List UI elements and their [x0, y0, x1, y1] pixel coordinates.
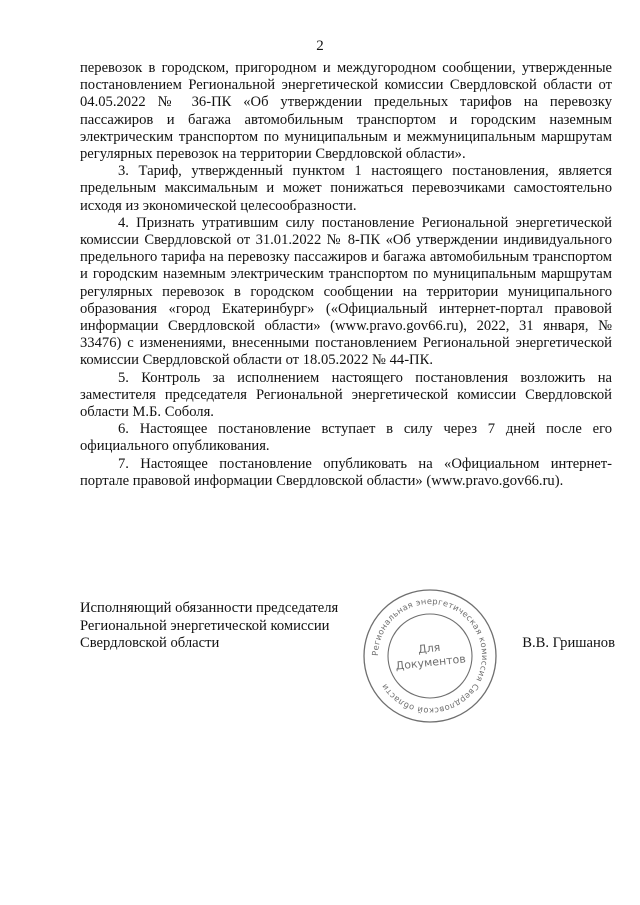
page-number: 2	[316, 38, 324, 54]
paragraph-continuation: перевозок в городском, пригородном и междугородном сообщении, утвержденные постановлением Региональной энергетической комиссии Свердловской области от 04.05.2022 № 36-ПК «Об утверждении предельных тарифов на перевозку пассажиров и багажа автомобильным транспортом и городским наземным электрическим транспортом по муниципальным и межмуниципальным маршрутам регулярных перевозок на территории Свердловской области».	[80, 60, 612, 163]
signer-title	[80, 600, 380, 653]
stamp-ring-text: Региональная энергетическая комиссия Свердловской области	[369, 595, 491, 717]
official-stamp	[360, 586, 500, 726]
signer-title-line: Исполняющий обязанности председателя	[80, 600, 339, 616]
stamp-center-text: Документов	[395, 652, 467, 673]
paragraph-6: 6. Настоящее постановление вступает в силу через 7 дней после его официального опубликования.	[80, 421, 612, 455]
stamp-center-text: Для	[417, 640, 441, 657]
signer-title-line: Региональной энергетической комиссии	[80, 617, 330, 634]
paragraph-4: 4. Признать утратившим силу постановление Региональной энергетической комиссии Свердловской от 31.01.2022 № 8-ПК «Об утверждении индивидуального предельного тарифа на перевозку пассажиров и багажа автомобильным транспортом и городским наземным электрическим транспортом по муниципальным маршрутам регулярных перевозок в городском сообщении на территории муниципального образования «город Екатеринбург» («Официальный интернет-портал правовой информации Свердловской области» (www.pravo.gov66.ru), 2022, 31 января, № 33476) с изменениями, внесенными постановлением Региональной энергетической комиссии Свердловской области от 18.05.2022 № 44-ПК.	[80, 214, 612, 369]
signer-title-line: Свердловской области	[80, 635, 220, 651]
paragraph-5: 5. Контроль за исполнением настоящего постановления возложить на заместителя председателя Региональной энергетической комиссии Свердловской области М.Б. Соболя.	[80, 369, 612, 421]
document-body	[80, 60, 612, 490]
signer-name: В.В. Гришанов	[522, 635, 615, 651]
paragraph-7: 7. Настоящее постановление опубликовать на «Официальном интернет-портале правовой информации Свердловской области» (www.pravo.gov66.ru).	[80, 455, 612, 489]
paragraph-3: 3. Тариф, утвержденный пунктом 1 настоящего постановления, является предельным максимальным и может понижаться перевозчиками самостоятельно исходя из экономической целесообразности.	[80, 163, 612, 214]
